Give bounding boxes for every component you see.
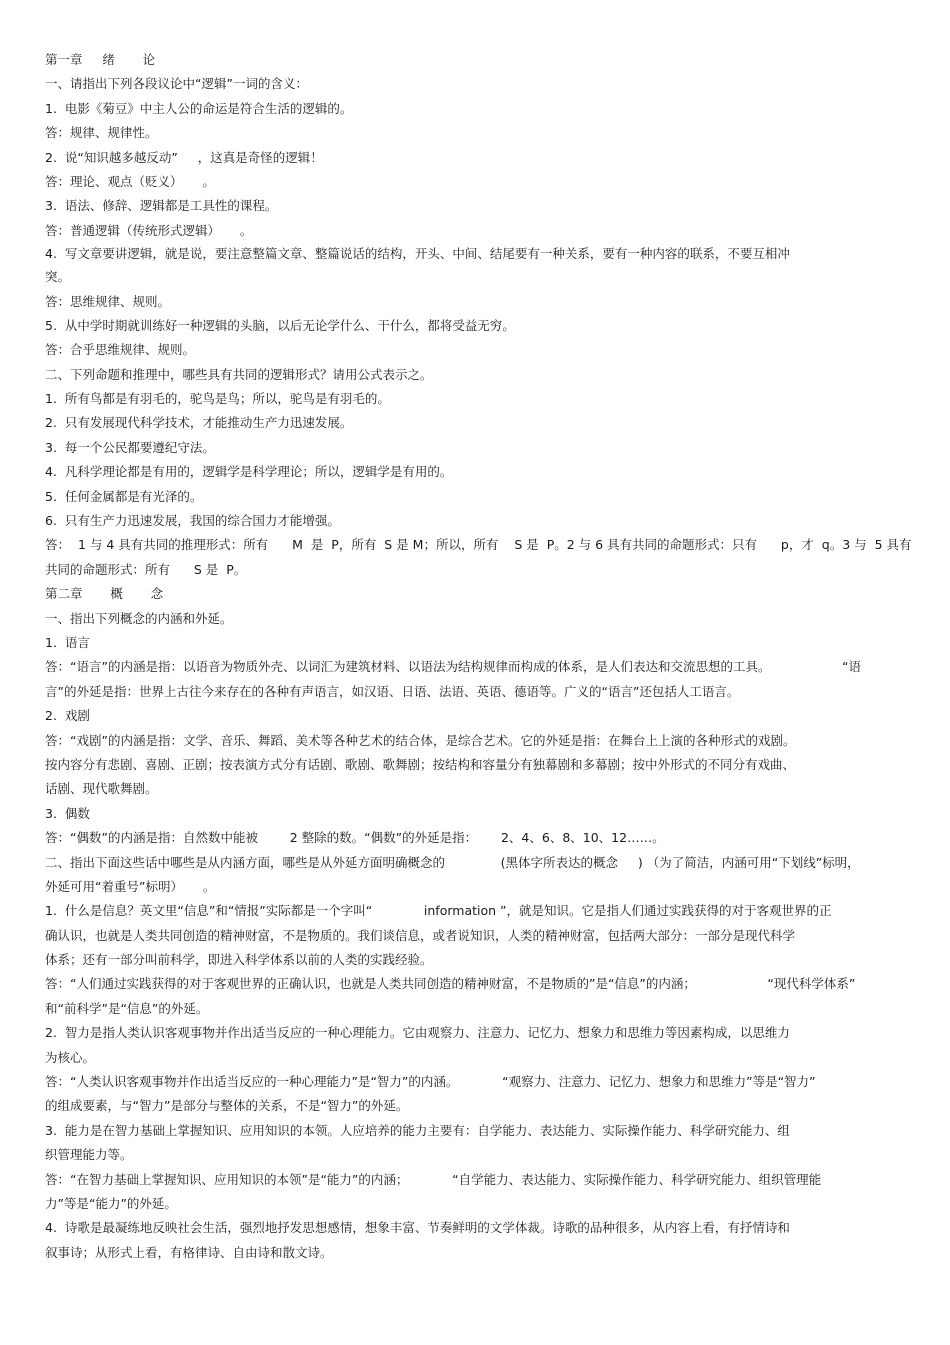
- section-heading: 一、请指出下列各段议论中“逻辑”一词的含义：: [45, 76, 308, 92]
- answer-line-continued: 共同的命题形式：所有 S 是 P。: [45, 561, 247, 577]
- question-line-continued: 体系；还有一部分叫前科学，即进入科学体系以前的人类的实践经验。: [45, 952, 433, 968]
- answer-line: 答：“人们通过实践获得的对于客观世界的正确认识，也就是人类共同创造的精神财富，不是物质的”是“信息”的内涵； “现代科学体系”: [45, 976, 856, 992]
- question-line-continued: 为核心。: [45, 1049, 96, 1065]
- list-item: 4. 凡科学理论都是有用的，逻辑学是科学理论；所以，逻辑学是有用的。: [45, 464, 453, 480]
- answer-line: 答：思维规律、规则。: [45, 293, 171, 309]
- answer-line: 答：“语言”的内涵是指：以语音为物质外壳、以词汇为建筑材料、以语法为结构规律而构成的体系，是人们表达和交流思想的工具。 “语: [45, 659, 861, 675]
- section-heading-continued: 外延可用“着重号”标明） 。: [45, 878, 216, 894]
- question-line: 2. 智力是指人类认识客观事物并作出适当反应的一种心理能力。它由观察力、注意力、记忆力、想象力和思维力等因素构成，以思维力: [45, 1025, 790, 1041]
- answer-line-continued: 话剧、现代歌舞剧。: [45, 781, 158, 797]
- answer-line-continued: 力”等是“能力”的外延。: [45, 1195, 177, 1211]
- question-line: 1. 电影《菊豆》中主人公的命运是符合生活的逻辑的。: [45, 100, 353, 116]
- chapter-heading: 第二章 概 念: [45, 586, 164, 602]
- answer-line: 答：普通逻辑（传统形式逻辑） 。: [45, 222, 253, 238]
- question-line-continued: 确认识，也就是人类共同创造的精神财富，不是物质的。我们谈信息，或者说知识，人类的精神财富，包括两大部分：一部分是现代科学: [45, 927, 796, 943]
- answer-line: 答：“在智力基础上掌握知识、应用知识的本领”是“能力”的内涵； “自学能力、表达能力、实际操作能力、科学研究能力、组织管理能: [45, 1171, 822, 1187]
- question-line-continued: 叙事诗；从形式上看，有格律诗、自由诗和散文诗。: [45, 1244, 333, 1260]
- answer-line: 答：合乎思维规律、规则。: [45, 342, 196, 358]
- list-item: 2. 只有发展现代科学技术，才能推动生产力迅速发展。: [45, 415, 353, 431]
- section-heading: 一、指出下列概念的内涵和外延。: [45, 610, 233, 626]
- question-line: 3. 偶数: [45, 805, 90, 821]
- answer-line: 答：“戏剧”的内涵是指：文学、音乐、舞蹈、美术等各种艺术的结合体，是综合艺术。它的外延是指：在舞台上上演的各种形式的戏剧。: [45, 732, 796, 748]
- list-item: 1. 所有鸟都是有羽毛的，驼鸟是鸟；所以，驼鸟是有羽毛的。: [45, 391, 390, 407]
- list-item: 5. 任何金属都是有光泽的。: [45, 488, 203, 504]
- answer-line: 答：“偶数”的内涵是指：自然数中能被 2 整除的数。“偶数”的外延是指： 2、4、6、8、10、12……。: [45, 830, 665, 846]
- list-item: 6. 只有生产力迅速发展，我国的综合国力才能增强。: [45, 513, 340, 529]
- question-line: 4. 写文章要讲逻辑，就是说，要注意整篇文章、整篇说话的结构，开头、中间、结尾要有一种关系，要有一种内容的联系，不要互相冲: [45, 246, 790, 262]
- answer-line-continued: 和“前科学”是“信息”的外延。: [45, 1000, 209, 1016]
- question-line: 5. 从中学时期就训练好一种逻辑的头脑，以后无论学什么、干什么，都将受益无穷。: [45, 317, 515, 333]
- question-line-continued: 织管理能力等。: [45, 1147, 133, 1163]
- answer-line-continued: 的组成要素，与“智力”是部分与整体的关系，不是“智力”的外延。: [45, 1098, 409, 1114]
- question-line: 2. 戏剧: [45, 708, 90, 724]
- answer-line-continued: 言”的外延是指：世界上古往今来存在的各种有声语言，如汉语、日语、法语、英语、德语等。广义的“语言”还包括人工语言。: [45, 683, 740, 699]
- section-heading: 二、指出下面这些话中哪些是从内涵方面，哪些是从外延方面明确概念的 (黑体字所表达的概念 ) （为了简洁，内涵可用“下划线”标明，: [45, 854, 860, 870]
- section-heading: 二、下列命题和推理中，哪些具有共同的逻辑形式？请用公式表示之。: [45, 366, 433, 382]
- answer-line-continued: 按内容分有悲剧、喜剧、正剧；按表演方式分有话剧、歌剧、歌舞剧；按结构和容量分有独幕剧和多幕剧；按中外形式的不同分有戏曲、: [45, 756, 796, 772]
- question-line: 4. 诗歌是最凝练地反映社会生活，强烈地抒发思想感情，想象丰富、节奏鲜明的文学体裁。诗歌的品种很多，从内容上看，有抒情诗和: [45, 1220, 790, 1236]
- answer-line: 答： 1 与 4 具有共同的推理形式：所有 M 是 P，所有 S 是 M；所以，所有 S 是 P。2 与 6 具有共同的命题形式：只有 p，才 q。3 与 5 具有: [45, 537, 912, 553]
- question-line: 3. 语法、修辞、逻辑都是工具性的课程。: [45, 198, 278, 214]
- question-line-continued: 突。: [45, 269, 71, 285]
- question-line: 3. 能力是在智力基础上掌握知识、应用知识的本领。人应培养的能力主要有：自学能力、表达能力、实际操作能力、科学研究能力、组: [45, 1122, 790, 1138]
- answer-line: 答：理论、观点（贬义） 。: [45, 173, 215, 189]
- question-line: 1. 语言: [45, 634, 90, 650]
- answer-line: 答：规律、规律性。: [45, 125, 158, 141]
- question-line: 2. 说“知识越多越反动” ，这真是奇怪的逻辑！: [45, 149, 323, 165]
- list-item: 3. 每一个公民都要遵纪守法。: [45, 439, 215, 455]
- question-line: 1. 什么是信息？英文里“信息”和“情报”实际都是一个字叫“ information ”，就是知识。它是指人们通过实践获得的对于客观世界的正: [45, 903, 832, 919]
- answer-line: 答：“人类认识客观事物并作出适当反应的一种心理能力”是“智力”的内涵。 “观察力、注意力、记忆力、想象力和思维力”等是“智力”: [45, 1074, 816, 1090]
- document-page: [45, 48, 912, 1265]
- chapter-heading: 第一章 绪 论: [45, 52, 156, 67]
